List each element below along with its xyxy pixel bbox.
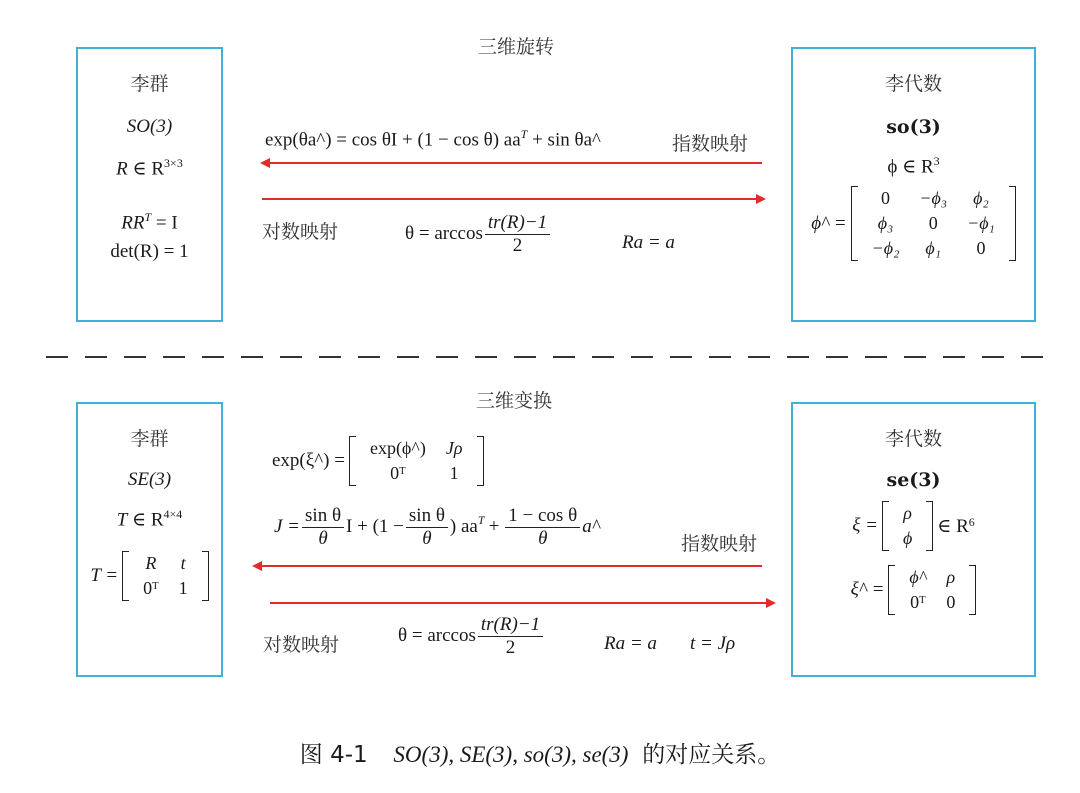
transform-matrix-definition: T = R t 0ᵀ 1 [90, 551, 208, 601]
exp-map-label: 指数映射 [672, 133, 749, 155]
matrix-cell: 0 [946, 592, 956, 612]
exp-block-matrix [349, 436, 484, 486]
lie-group-box-so3 [76, 47, 223, 322]
matrix-cell: 0ᵀ [143, 578, 159, 599]
group-membership: T ∈ $R^{4\times 4}$ [116, 507, 183, 531]
exp-map-formula-transform: exp(ξ^) = exp(ϕ^) Jρ 0ᵀ 1 [272, 436, 484, 486]
matrix-cell: 1 [449, 463, 459, 483]
section-title-transform: 三维变换 [476, 390, 553, 412]
box-title: 李代数 [884, 428, 942, 450]
caption-text: 的对应关系。 [642, 742, 781, 768]
matrix-cell: R [145, 553, 157, 574]
twist-hat-matrix [888, 565, 976, 615]
angle-fraction: $\frac{tr(R)-1}{2}$ [485, 212, 550, 257]
matrix-cell: ϕ₃ [877, 213, 894, 234]
matrix-cell: −ϕ₂ [871, 238, 900, 259]
matrix-cell: 0 [880, 188, 890, 209]
figure-number: 图 4-1 [299, 742, 368, 768]
jacobian-fraction-2: $\frac{\text{sin θ}}{\theta}$ [406, 505, 448, 550]
box-title: 李代数 [884, 73, 942, 95]
matrix-cell: ϕ [902, 528, 913, 548]
log-map-label: 对数映射 [262, 221, 339, 243]
transform-matrix [122, 551, 209, 601]
jacobian-fraction-3: $\frac{\text{1 − cos θ}}{\theta}$ [505, 505, 580, 550]
orthogonality-constraint: $RR^T = I$ [121, 210, 178, 234]
skew-matrix [851, 186, 1016, 261]
rotation-axis-equation: Ra = a [622, 232, 675, 253]
algebra-membership: ϕ ∈ $R^3$ [887, 154, 940, 178]
box-title: 李群 [130, 428, 169, 450]
group-name: SE(3) [127, 469, 172, 490]
figure-caption [0, 736, 1080, 769]
twist-hat-definition: ξ^ = ϕ^ ρ 0ᵀ 0 [851, 565, 977, 615]
algebra-name: se(3) [886, 469, 941, 491]
box-title: 李群 [130, 73, 169, 95]
section-title-rotation: 三维旋转 [478, 36, 555, 58]
matrix-cell: ϕ₁ [925, 238, 941, 259]
log-map-label: 对数映射 [263, 634, 340, 656]
algebra-name: so(3) [886, 116, 941, 138]
lie-algebra-box-so3 [791, 47, 1036, 322]
jacobian-fraction-1: $\frac{\text{sin θ}}{\theta}$ [302, 505, 344, 550]
twist-vector [882, 501, 933, 551]
matrix-cell: −ϕ₃ [919, 188, 948, 209]
exp-map-formula-rotation: exp(θa^) = cos θI + (1 − cos θ) $aa^T + \sin$ θa^ [265, 127, 601, 151]
matrix-cell: exp(ϕ^) [369, 438, 426, 458]
determinant-constraint: det(R) = 1 [110, 240, 189, 262]
twist-vector-definition: ξ = ρ ϕ ∈ R 6 [852, 501, 975, 551]
hat-operator-definition: ϕ^ = 0 −ϕ₃ ϕ₂ ϕ₃ 0 −ϕ₁ −ϕ₂ ϕ₁ 0 [811, 186, 1016, 261]
matrix-cell: −ϕ₁ [967, 213, 995, 234]
log-map-formula-transform: θ = arccos $\frac{tr(R)-1}{2}$ [398, 614, 545, 659]
lie-group-box-se3 [76, 402, 223, 677]
caption-formula: SO(3), SE(3), so(3), se(3) [393, 742, 629, 767]
matrix-cell: t [180, 553, 186, 574]
angle-fraction: $\frac{tr(R)-1}{2}$ [478, 614, 543, 659]
matrix-cell: 0 [976, 238, 986, 259]
group-name: SO(3) [126, 116, 173, 137]
rotation-axis-equation: Ra = a [604, 633, 657, 654]
matrix-cell: Jρ [445, 438, 463, 458]
matrix-cell: ρ [903, 503, 912, 523]
exp-map-label: 指数映射 [681, 533, 758, 555]
matrix-cell: ϕ^ [909, 567, 927, 587]
matrix-cell: 1 [178, 578, 188, 599]
matrix-cell: 0ᵀ [390, 463, 406, 483]
jacobian-formula: J = $\frac{\text{sin θ}}{\theta}$ I + (1 − $\frac{\text{sin θ}}{\theta}$ ) aa $^T$ + $\frac{\text{1 − cos θ}}{\theta}$ a^ [274, 505, 600, 549]
matrix-cell: 0ᵀ [910, 592, 926, 612]
group-membership: R ∈ $R^{3\times 3}$ [116, 156, 183, 180]
matrix-cell: ρ [946, 567, 956, 587]
matrix-cell: 0 [928, 213, 938, 234]
matrix-cell: ϕ₂ [973, 188, 989, 209]
lie-algebra-box-se3 [791, 402, 1036, 677]
log-map-formula-rotation: θ = arccos $\frac{tr(R)-1}{2}$ [405, 212, 552, 257]
translation-equation: t = Jρ [690, 633, 736, 654]
